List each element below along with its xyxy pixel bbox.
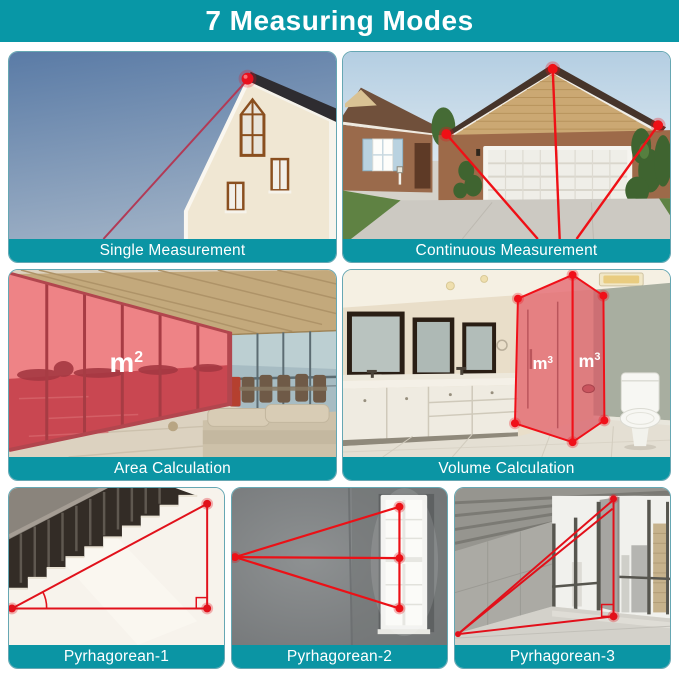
pyrhagorean-3-scene bbox=[455, 488, 670, 645]
table-decor bbox=[168, 421, 178, 431]
panel-label-volume-calculation: Volume Calculation bbox=[343, 457, 670, 480]
panel-pyrhagorean-3 bbox=[454, 487, 671, 669]
volume-overlay bbox=[509, 270, 610, 448]
vanity bbox=[343, 367, 518, 446]
panel-single-measurement bbox=[8, 51, 337, 263]
panel-label-pyrhagorean-2: Pyrhagorean-2 bbox=[232, 645, 447, 668]
panel-label-pyrhagorean-1: Pyrhagorean-1 bbox=[9, 645, 224, 668]
panel-pyrhagorean-2 bbox=[231, 487, 448, 669]
area-unit-label: $m^2$ bbox=[109, 346, 144, 378]
pyrhagorean-2-photo bbox=[232, 488, 447, 645]
building bbox=[653, 524, 666, 613]
volume-unit-front: $m^3$ bbox=[532, 353, 554, 373]
panel-label-single-measurement: Single Measurement bbox=[9, 239, 336, 262]
page-title: 7 Measuring Modes bbox=[205, 5, 474, 36]
table bbox=[240, 387, 327, 391]
driveway bbox=[351, 198, 670, 239]
panel-pyrhagorean-1 bbox=[8, 487, 225, 669]
volume-calculation-scene bbox=[343, 270, 670, 457]
volume-unit-side: $m^3$ bbox=[578, 350, 601, 371]
laser-dot bbox=[242, 73, 254, 85]
pyrhagorean-3-photo bbox=[455, 488, 670, 645]
title-banner bbox=[0, 0, 679, 42]
panel-area-calculation bbox=[8, 269, 337, 481]
laser-dot bbox=[441, 129, 451, 139]
couch bbox=[203, 405, 336, 457]
continuous-measurement-photo bbox=[343, 52, 670, 239]
pyrhagorean-1-photo bbox=[9, 488, 224, 645]
pyrhagorean-2-scene bbox=[232, 488, 447, 645]
panel-label-area-calculation: Area Calculation bbox=[9, 457, 336, 480]
panel-volume-calculation bbox=[342, 269, 671, 481]
window bbox=[371, 488, 438, 636]
volume-calculation-photo bbox=[343, 270, 670, 457]
laser-dot bbox=[653, 120, 663, 130]
panel-label-continuous-measurement: Continuous Measurement bbox=[343, 239, 670, 262]
area-calculation-photo bbox=[9, 270, 336, 457]
single-measurement-scene bbox=[9, 52, 336, 239]
paper-holder bbox=[583, 385, 595, 393]
single-measurement-photo bbox=[9, 52, 336, 239]
window-wall bbox=[552, 496, 670, 618]
panel-continuous-measurement bbox=[342, 51, 671, 263]
pyrhagorean-1-scene bbox=[9, 488, 224, 645]
continuous-measurement-scene bbox=[343, 52, 670, 239]
panel-label-pyrhagorean-3: Pyrhagorean-3 bbox=[455, 645, 670, 668]
concrete-pillar bbox=[600, 497, 620, 613]
area-calculation-scene bbox=[9, 270, 336, 457]
laser-dot bbox=[548, 64, 558, 74]
